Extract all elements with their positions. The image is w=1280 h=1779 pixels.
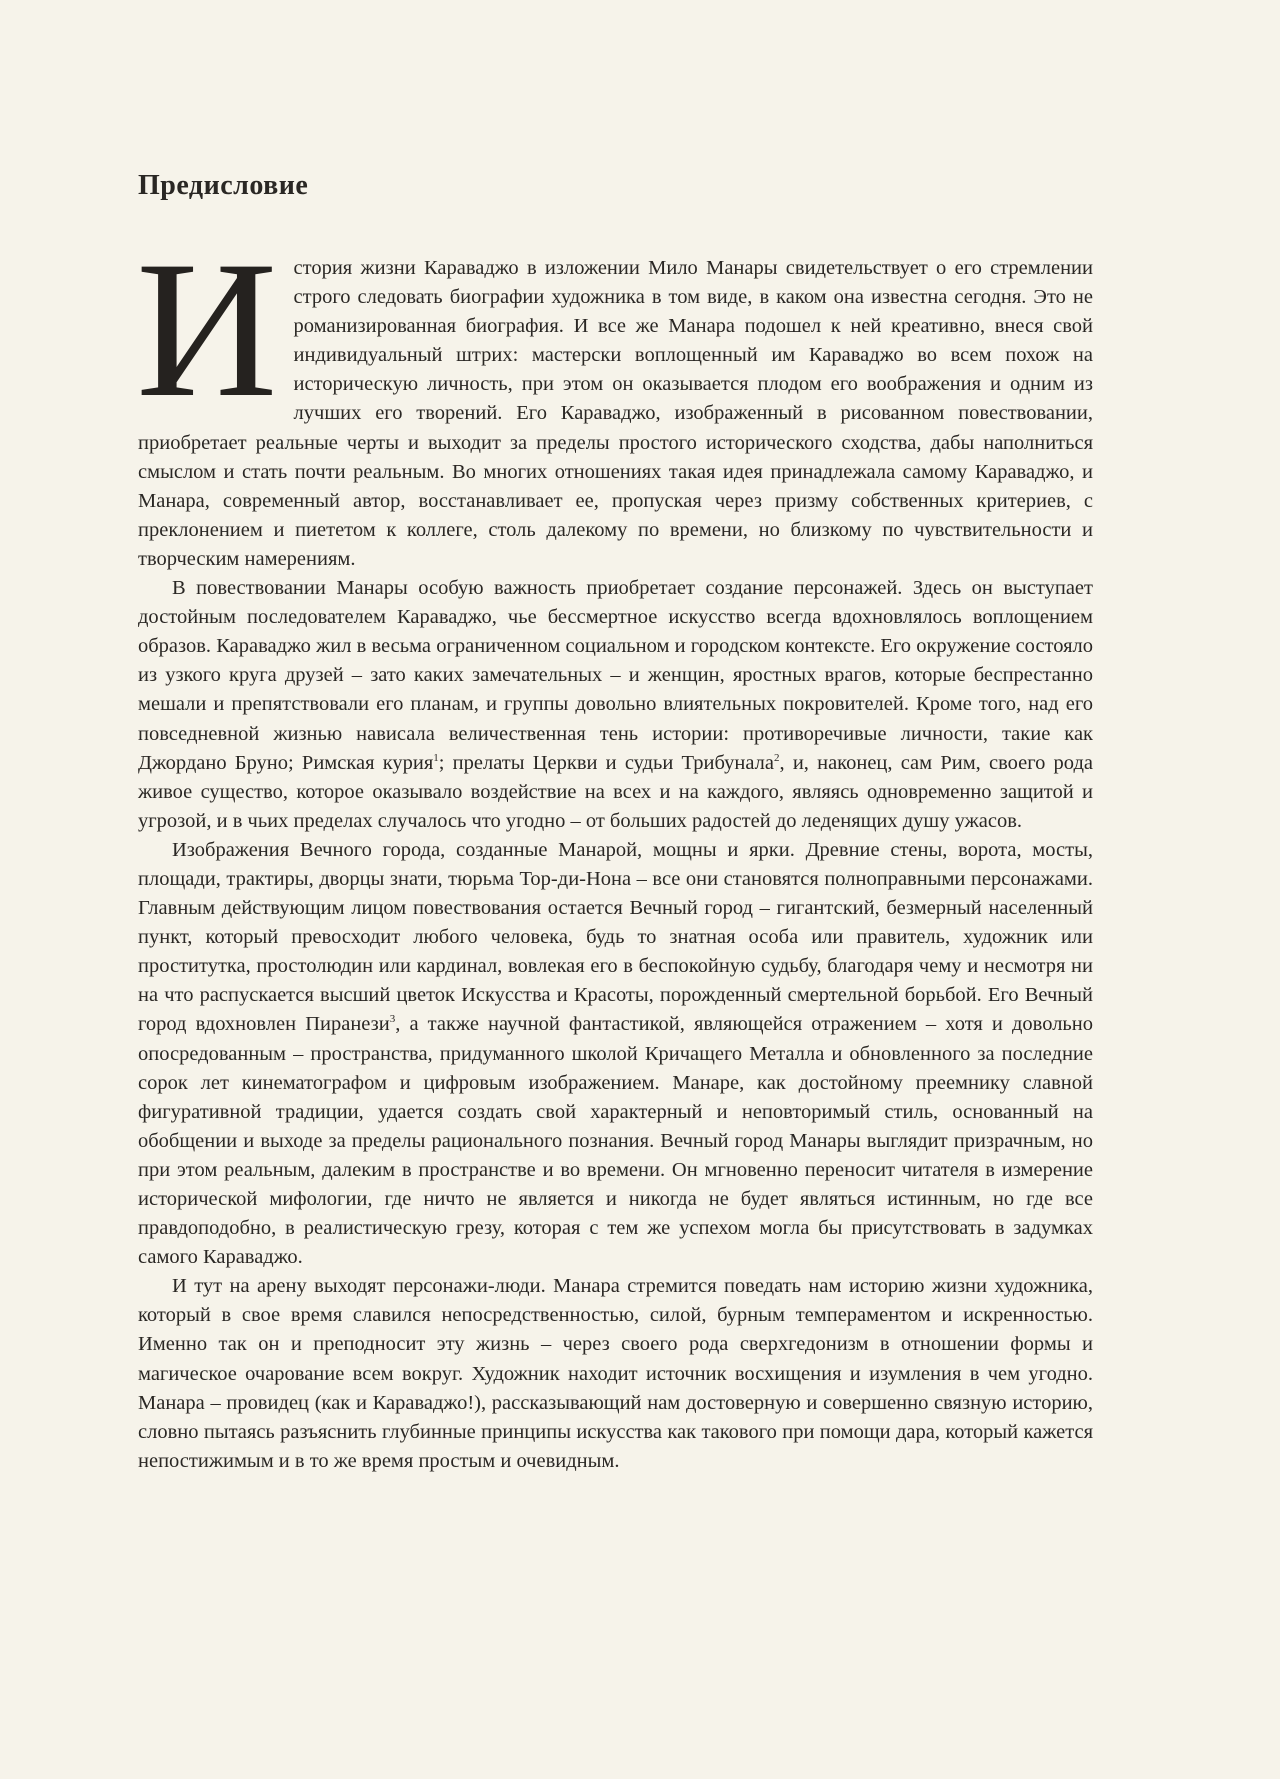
paragraph-text: , а также научной фантастикой, являющейся отражением – хотя и довольно опосредованным – пространства, придуманного школой Кричащего Металла и обновленного за последние сорок лет кинематографом и цифровым изображением. Манаре, как достойному преемнику славной фигуративной традиции, удается создать свой характерный и неповторимый стиль, основанный на обобщении и выходе за пределы рационального познания. Вечный город Манары выглядит призрачным, но при этом реальным, далеким в пространстве и во времени. Он мгновенно переносит читателя в измерение исторической мифологии, где ничто не является и никогда не будет являться истинным, но где все правдоподобно, в реалистическую грезу, которая с тем же успехом могла бы присутствовать в задумках самого Караваджо. [138,1013,1093,1269]
paragraph-text: , и, наконец, сам Рим, своего рода живое существо, которое оказывало воздействие на всех и на каждого, являясь одновременно защитой и угрозой, и в чьих пределах случалось что угодно – от больших радостей до леденящих душу ужасов. [138,751,1093,832]
page [138,170,1093,1476]
page-title: Предисловие [138,170,309,201]
paragraph-text: ; прелаты Церкви и судьи Трибунала [438,751,775,774]
paragraph [138,1272,1093,1476]
paragraph [138,836,1093,1272]
paragraph-text: Изображения Вечного города, созданные Манарой, мощны и ярки. Древние стены, ворота, мосты, площади, трактиры, дворцы знати, тюрьма Тор-ди-Нона – все они становятся полноправными персонажами. Главным действующим лицом повествования остается Вечный город – гигантский, безмерный населенный пункт, который превосходит любого человека, будь то знатная особа или правитель, художник или проститутка, простолюдин или кардинал, вовлекая его в беспокойную судьбу, благодаря чему и несмотря ни на что распускается высший цветок Искусства и Красоты, порожденный смертельной борьбой. Его Вечный город вдохновлен Пиранези [138,838,1093,1036]
footnote-ref: 3 [389,1013,396,1026]
drop-cap: И [136,221,278,438]
paragraph-text: И тут на арену выходят персонажи-люди. Манара стремится поведать нам историю жизни художника, который в свое время славился непосредственностью, силой, бурным темпераментом и искренностью. Именно так он и преподносит эту жизнь – через своего рода сверхгедонизм в отношении формы и магическое очарование всем вокруг. Художник находит источник восхищения и изумления в чем угодно. Манара – провидец (как и Караваджо!), рассказывающий нам достоверную и совершенно связную историю, словно пытаясь разъяснить глубинные принципы искусства как такового при помощи дара, который кажется непостижимым и в то же время простым и очевидным. [138,1275,1093,1472]
paragraph-text: В повествовании Манары особую важность приобретает создание персонажей. Здесь он выступает достойным последователем Караваджо, чье бессмертное искусство всегда вдохновлялось воплощением образов. Караваджо жил в весьма ограниченном социальном и городском контексте. Его окружение состояло из узкого круга друзей – зато каких замечательных – и женщин, яростных врагов, которые беспрестанно мешали и препятствовали его планам, и группы довольно влиятельных покровителей. Кроме того, над его повседневной жизнью нависала величественная тень истории: противоречивые личности, такие как Джордано Бруно; Римская курия [138,577,1093,774]
footnote-ref: 2 [774,751,780,764]
article-body [136,221,1093,1476]
footnote-ref: 1 [433,751,439,764]
paragraph [136,221,1093,574]
paragraph [138,574,1093,836]
paragraph-text: стория жизни Караваджо в изложении Мило Манары свидетельствует о его стремлении строго следовать биографии художника в том виде, в каком она известна сегодня. Это не романизированная биография. И все же Манара подошел к ней креативно, внеся свой индивидуальный штрих: мастерски воплощенный им Караваджо во всем похож на историческую личность, при этом он оказывается плодом его воображения и одним из лучших его творений. Его Караваджо, изображенный в рисованном повествовании, приобретает реальные черты и выходит за пределы простого исторического сходства, дабы наполниться смыслом и стать почти реальным. Во многих отношениях такая идея принадлежала самому Караваджо, и Манара, современный автор, восстанавливает ее, пропуская через призму собственных критериев, с преклонением и пиететом к коллеге, столь далекому по времени, но близкому по чувствительности и творческим намерениям. [138,257,1093,570]
